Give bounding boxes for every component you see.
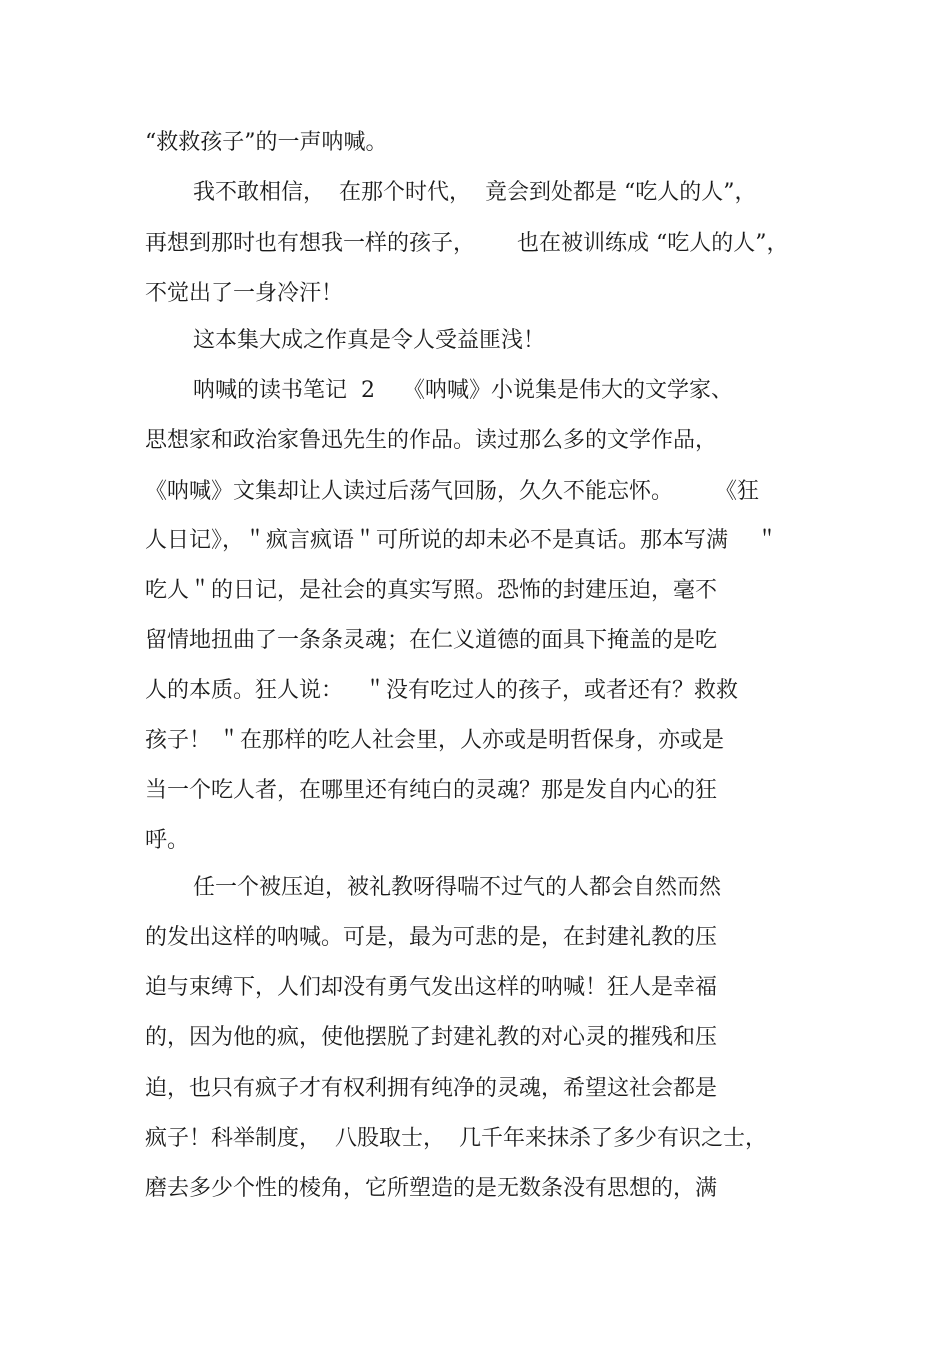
text-line: 人日记》，＂疯言疯语＂可所说的却未必不是真话。那本写满 ＂: [145, 528, 778, 553]
text-line: 吃人＂的日记，是社会的真实写照。恐怖的封建压迫，毫不: [145, 578, 718, 603]
text-line: 人的本质。狂人说： ＂没有吃过人的孩子，或者还有？救救: [145, 678, 738, 703]
text-line: 迫与束缚下，人们却没有勇气发出这样的呐喊！狂人是幸福: [145, 975, 718, 1000]
text-line: 的发出这样的呐喊。可是，最为可悲的是，在封建礼教的压: [145, 925, 718, 950]
text-line: “救救孩子”的一声呐喊。: [145, 130, 388, 155]
text-line: 思想家和政治家鲁迅先生的作品。读过那么多的文学作品，: [145, 428, 718, 453]
text-line: 我不敢相信， 在那个时代， 竟会到处都是 “吃人的人”，: [193, 180, 757, 205]
text-line: 这本集大成之作真是令人受益匪浅！: [193, 328, 546, 353]
text-line: 任一个被压迫，被礼教呀得喘不过气的人都会自然而然: [193, 875, 722, 900]
text-line: 疯子！科举制度， 八股取士， 几千年来抹杀了多少有识之士，: [145, 1126, 767, 1151]
text-line: 当一个吃人者，在哪里还有纯白的灵魂？那是发自内心的狂: [145, 778, 718, 803]
text-line: 不觉出了一身冷汗！: [145, 281, 344, 306]
text-line: 呐喊的读书笔记 2 《呐喊》小说集是伟大的文学家、: [193, 378, 733, 403]
text-line: 磨去多少个性的棱角，它所塑造的是无数条没有思想的，满: [145, 1176, 718, 1201]
text-line: 《呐喊》文集却让人读过后荡气回肠，久久不能忘怀。 《狂: [145, 479, 759, 504]
text-line: 迫，也只有疯子才有权利拥有纯净的灵魂，希望这社会都是: [145, 1076, 718, 1101]
text-line: 再想到那时也有想我一样的孩子， 也在被训练成 “吃人的人”，: [145, 231, 789, 256]
text-line: 呼。: [145, 828, 190, 853]
text-line: 孩子！ ＂在那样的吃人社会里，人亦或是明哲保身，亦或是: [145, 728, 724, 753]
text-line: 的，因为他的疯，使他摆脱了封建礼教的对心灵的摧残和压: [145, 1025, 718, 1050]
text-line: 留情地扭曲了一条条灵魂；在仁义道德的面具下掩盖的是吃: [145, 628, 718, 653]
